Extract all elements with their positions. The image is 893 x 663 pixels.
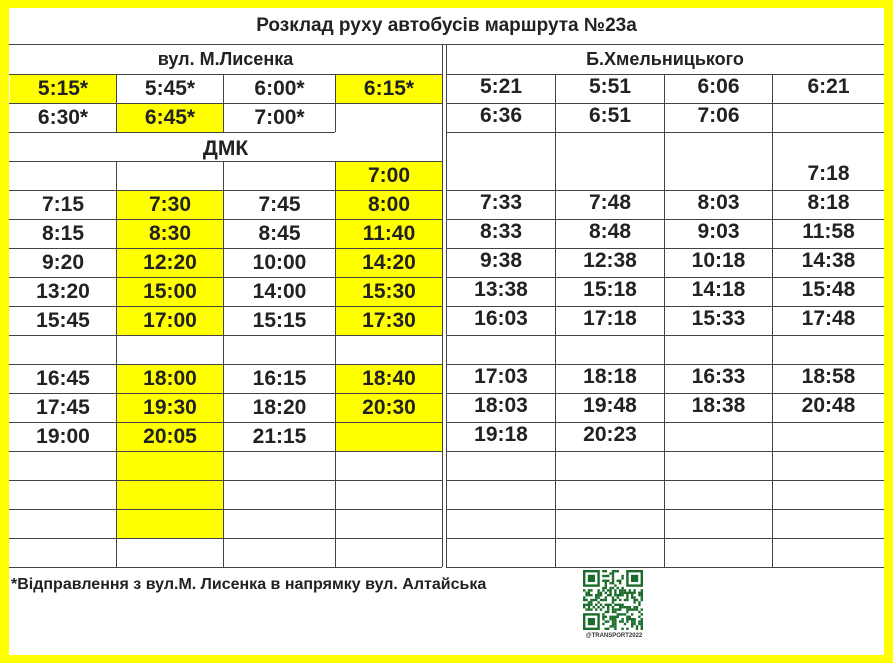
departure-cell: 18:00 bbox=[117, 365, 223, 393]
departure-cell bbox=[10, 481, 116, 509]
row-divider bbox=[9, 190, 442, 191]
row-divider bbox=[9, 509, 442, 510]
departure-cell: 5:45* bbox=[144, 77, 196, 100]
departure-cell: 11:40 bbox=[336, 220, 442, 248]
row-divider bbox=[446, 335, 884, 336]
departure-cell: 5:21 bbox=[479, 75, 523, 98]
departure-cell bbox=[10, 452, 116, 480]
row-divider bbox=[446, 451, 884, 452]
departure-cell bbox=[10, 162, 116, 190]
departure-cell bbox=[556, 336, 664, 364]
row-divider bbox=[9, 480, 442, 481]
departure-cell: 7:18 bbox=[807, 162, 850, 185]
departure-cell bbox=[665, 481, 772, 509]
departure-cell: 7:00* bbox=[254, 106, 305, 129]
dmk-label: ДМК bbox=[202, 137, 249, 160]
departure-cell: 19:00 bbox=[36, 425, 90, 448]
departure-cell bbox=[773, 336, 884, 364]
departure-cell: 7:06 bbox=[697, 104, 740, 127]
departure-cell: 20:23 bbox=[583, 423, 637, 446]
departure-cell: 19:18 bbox=[474, 423, 528, 446]
departure-cell bbox=[447, 539, 555, 567]
schedule-sheet bbox=[9, 8, 884, 655]
row-divider bbox=[446, 509, 884, 510]
row-divider bbox=[446, 277, 884, 278]
departure-cell bbox=[665, 133, 772, 161]
row-divider bbox=[446, 364, 884, 365]
column-divider bbox=[223, 161, 224, 567]
departure-cell: 18:20 bbox=[252, 396, 307, 419]
departure-cell bbox=[665, 510, 772, 538]
departure-cell: 16:45 bbox=[36, 367, 90, 390]
departure-cell: 13:38 bbox=[474, 278, 528, 301]
departure-cell: 19:48 bbox=[583, 394, 637, 417]
departure-cell bbox=[117, 452, 223, 480]
departure-cell: 6:15* bbox=[336, 75, 442, 103]
departure-cell: 7:15 bbox=[41, 193, 85, 216]
departure-cell bbox=[447, 162, 555, 190]
departure-cell bbox=[224, 481, 335, 509]
departure-cell: 8:00 bbox=[336, 191, 442, 219]
right-direction-header: Б.Хмельницького bbox=[586, 49, 744, 69]
header-divider bbox=[9, 74, 442, 75]
row-divider bbox=[9, 277, 442, 278]
departure-cell: 15:48 bbox=[801, 278, 856, 301]
column-divider bbox=[223, 74, 224, 132]
header-divider bbox=[446, 74, 884, 75]
departure-cell: 17:03 bbox=[474, 365, 528, 388]
departure-cell: 17:45 bbox=[36, 396, 90, 419]
departure-cell bbox=[773, 423, 884, 451]
row-divider bbox=[446, 248, 884, 249]
departure-cell: 6:45* bbox=[117, 104, 223, 132]
departure-cell: 18:58 bbox=[801, 365, 856, 388]
departure-cell bbox=[447, 133, 555, 161]
column-divider bbox=[335, 161, 336, 567]
departure-cell bbox=[556, 452, 664, 480]
departure-cell: 7:45 bbox=[258, 193, 301, 216]
departure-cell: 7:48 bbox=[588, 191, 632, 214]
departure-cell: 15:18 bbox=[583, 278, 637, 301]
departure-cell bbox=[336, 423, 442, 451]
departure-cell bbox=[773, 481, 884, 509]
departure-cell: 19:30 bbox=[117, 394, 223, 422]
departure-cell: 15:45 bbox=[36, 309, 90, 332]
departure-cell: 16:03 bbox=[474, 307, 528, 330]
row-divider bbox=[9, 567, 442, 568]
schedule-title: Розклад руху автобусів маршрута №23а bbox=[256, 15, 637, 36]
departure-cell: 6:21 bbox=[807, 75, 850, 98]
departure-cell bbox=[117, 481, 223, 509]
row-divider bbox=[446, 190, 884, 191]
column-divider bbox=[116, 74, 117, 132]
departure-cell: 7:00 bbox=[336, 162, 442, 190]
departure-cell bbox=[556, 539, 664, 567]
departure-cell: 17:30 bbox=[336, 307, 442, 335]
departure-cell: 8:15 bbox=[41, 222, 85, 245]
departure-cell bbox=[773, 452, 884, 480]
row-divider bbox=[9, 335, 442, 336]
row-divider bbox=[9, 132, 335, 133]
row-divider bbox=[9, 393, 442, 394]
departure-cell bbox=[773, 539, 884, 567]
departure-cell bbox=[117, 162, 223, 190]
departure-cell: 20:05 bbox=[117, 423, 223, 451]
row-divider bbox=[9, 103, 442, 104]
departure-cell bbox=[447, 481, 555, 509]
departure-cell: 6:30* bbox=[37, 106, 89, 129]
departure-cell bbox=[665, 423, 772, 451]
departure-cell: 7:30 bbox=[117, 191, 223, 219]
departure-cell bbox=[224, 452, 335, 480]
row-divider bbox=[9, 306, 442, 307]
departure-cell: 8:30 bbox=[117, 220, 223, 248]
row-divider bbox=[446, 480, 884, 481]
departure-cell: 15:33 bbox=[691, 307, 746, 330]
departure-cell bbox=[556, 133, 664, 161]
departure-cell: 20:30 bbox=[336, 394, 442, 422]
departure-cell: 8:33 bbox=[479, 220, 523, 243]
departure-cell bbox=[336, 481, 442, 509]
row-divider bbox=[446, 393, 884, 394]
column-divider bbox=[116, 161, 117, 567]
departure-cell bbox=[665, 452, 772, 480]
departure-cell: 17:48 bbox=[801, 307, 856, 330]
departure-cell bbox=[336, 539, 442, 567]
departure-cell: 6:36 bbox=[479, 104, 523, 127]
departure-cell bbox=[447, 510, 555, 538]
departure-cell: 14:18 bbox=[691, 278, 746, 301]
departure-cell: 5:51 bbox=[588, 75, 632, 98]
departure-cell: 6:00* bbox=[254, 77, 305, 100]
departure-cell bbox=[665, 336, 772, 364]
departure-cell bbox=[117, 539, 223, 567]
departure-cell: 18:40 bbox=[336, 365, 442, 393]
qr-label: @TRANSPORT2022 bbox=[585, 633, 643, 639]
departure-cell: 16:15 bbox=[252, 367, 307, 390]
departure-cell bbox=[773, 510, 884, 538]
departure-cell bbox=[224, 539, 335, 567]
departure-cell bbox=[556, 481, 664, 509]
row-divider bbox=[446, 103, 884, 104]
row-divider bbox=[446, 538, 884, 539]
departure-cell: 12:20 bbox=[117, 249, 223, 277]
departure-cell bbox=[224, 162, 335, 190]
departure-cell: 14:38 bbox=[801, 249, 856, 272]
departure-cell: 10:18 bbox=[691, 249, 746, 272]
departure-cell: 12:38 bbox=[583, 249, 637, 272]
departure-cell bbox=[447, 452, 555, 480]
column-divider bbox=[335, 74, 336, 132]
row-divider bbox=[9, 538, 442, 539]
departure-cell: 18:38 bbox=[691, 394, 746, 417]
departure-cell: 6:06 bbox=[697, 75, 740, 98]
row-divider bbox=[9, 364, 442, 365]
departure-cell: 14:20 bbox=[336, 249, 442, 277]
departure-cell bbox=[117, 336, 223, 364]
departure-cell: 13:20 bbox=[36, 280, 90, 303]
departure-cell: 9:03 bbox=[697, 220, 740, 243]
departure-cell: 9:38 bbox=[479, 249, 523, 272]
departure-cell: 18:03 bbox=[474, 394, 528, 417]
departure-cell bbox=[336, 336, 442, 364]
departure-cell bbox=[10, 336, 116, 364]
departure-cell bbox=[336, 452, 442, 480]
departure-cell: 21:15 bbox=[252, 425, 307, 448]
departure-cell bbox=[117, 510, 223, 538]
column-divider bbox=[664, 74, 665, 567]
departure-cell: 7:33 bbox=[479, 191, 523, 214]
departure-cell: 9:20 bbox=[41, 251, 85, 274]
row-divider bbox=[9, 219, 442, 220]
departure-cell: 20:48 bbox=[801, 394, 856, 417]
departure-cell bbox=[556, 510, 664, 538]
departure-cell bbox=[447, 336, 555, 364]
row-divider bbox=[446, 132, 884, 133]
departure-cell: 17:00 bbox=[117, 307, 223, 335]
departure-cell: 8:48 bbox=[588, 220, 632, 243]
departure-cell bbox=[665, 539, 772, 567]
column-divider bbox=[555, 74, 556, 567]
row-divider bbox=[446, 219, 884, 220]
departure-cell: 8:45 bbox=[258, 222, 301, 245]
departure-cell: 17:18 bbox=[583, 307, 637, 330]
center-divider bbox=[442, 45, 443, 567]
departure-cell: 14:00 bbox=[252, 280, 307, 303]
departure-cell bbox=[10, 539, 116, 567]
departure-cell bbox=[665, 162, 772, 190]
row-divider bbox=[9, 451, 442, 452]
departure-cell bbox=[336, 510, 442, 538]
departure-cell: 18:18 bbox=[583, 365, 637, 388]
departure-cell: 16:33 bbox=[691, 365, 746, 388]
departure-cell: 8:03 bbox=[697, 191, 740, 214]
row-divider bbox=[9, 422, 442, 423]
departure-cell: 15:15 bbox=[252, 309, 307, 332]
departure-cell: 5:15* bbox=[10, 75, 116, 103]
departure-cell: 6:51 bbox=[588, 104, 632, 127]
departure-cell: 8:18 bbox=[807, 191, 850, 214]
departure-cell bbox=[556, 162, 664, 190]
row-divider bbox=[446, 306, 884, 307]
footnote: *Відправлення з вул.М. Лисенка в напрямку вул. Алтайська bbox=[11, 576, 487, 593]
departure-cell: 11:58 bbox=[802, 220, 855, 243]
departure-cell bbox=[10, 510, 116, 538]
qr-code-icon bbox=[583, 570, 643, 630]
departure-cell bbox=[773, 133, 884, 161]
departure-cell bbox=[773, 104, 884, 132]
row-divider bbox=[446, 567, 884, 568]
departure-cell: 10:00 bbox=[252, 251, 307, 274]
departure-cell bbox=[224, 510, 335, 538]
row-divider bbox=[9, 248, 442, 249]
column-divider bbox=[772, 74, 773, 567]
departure-cell bbox=[336, 104, 442, 132]
departure-cell bbox=[224, 336, 335, 364]
departure-cell: 15:00 bbox=[117, 278, 223, 306]
center-divider bbox=[446, 45, 447, 567]
departure-cell: 15:30 bbox=[336, 278, 442, 306]
row-divider bbox=[446, 422, 884, 423]
left-direction-header: вул. М.Лисенка bbox=[157, 49, 294, 69]
